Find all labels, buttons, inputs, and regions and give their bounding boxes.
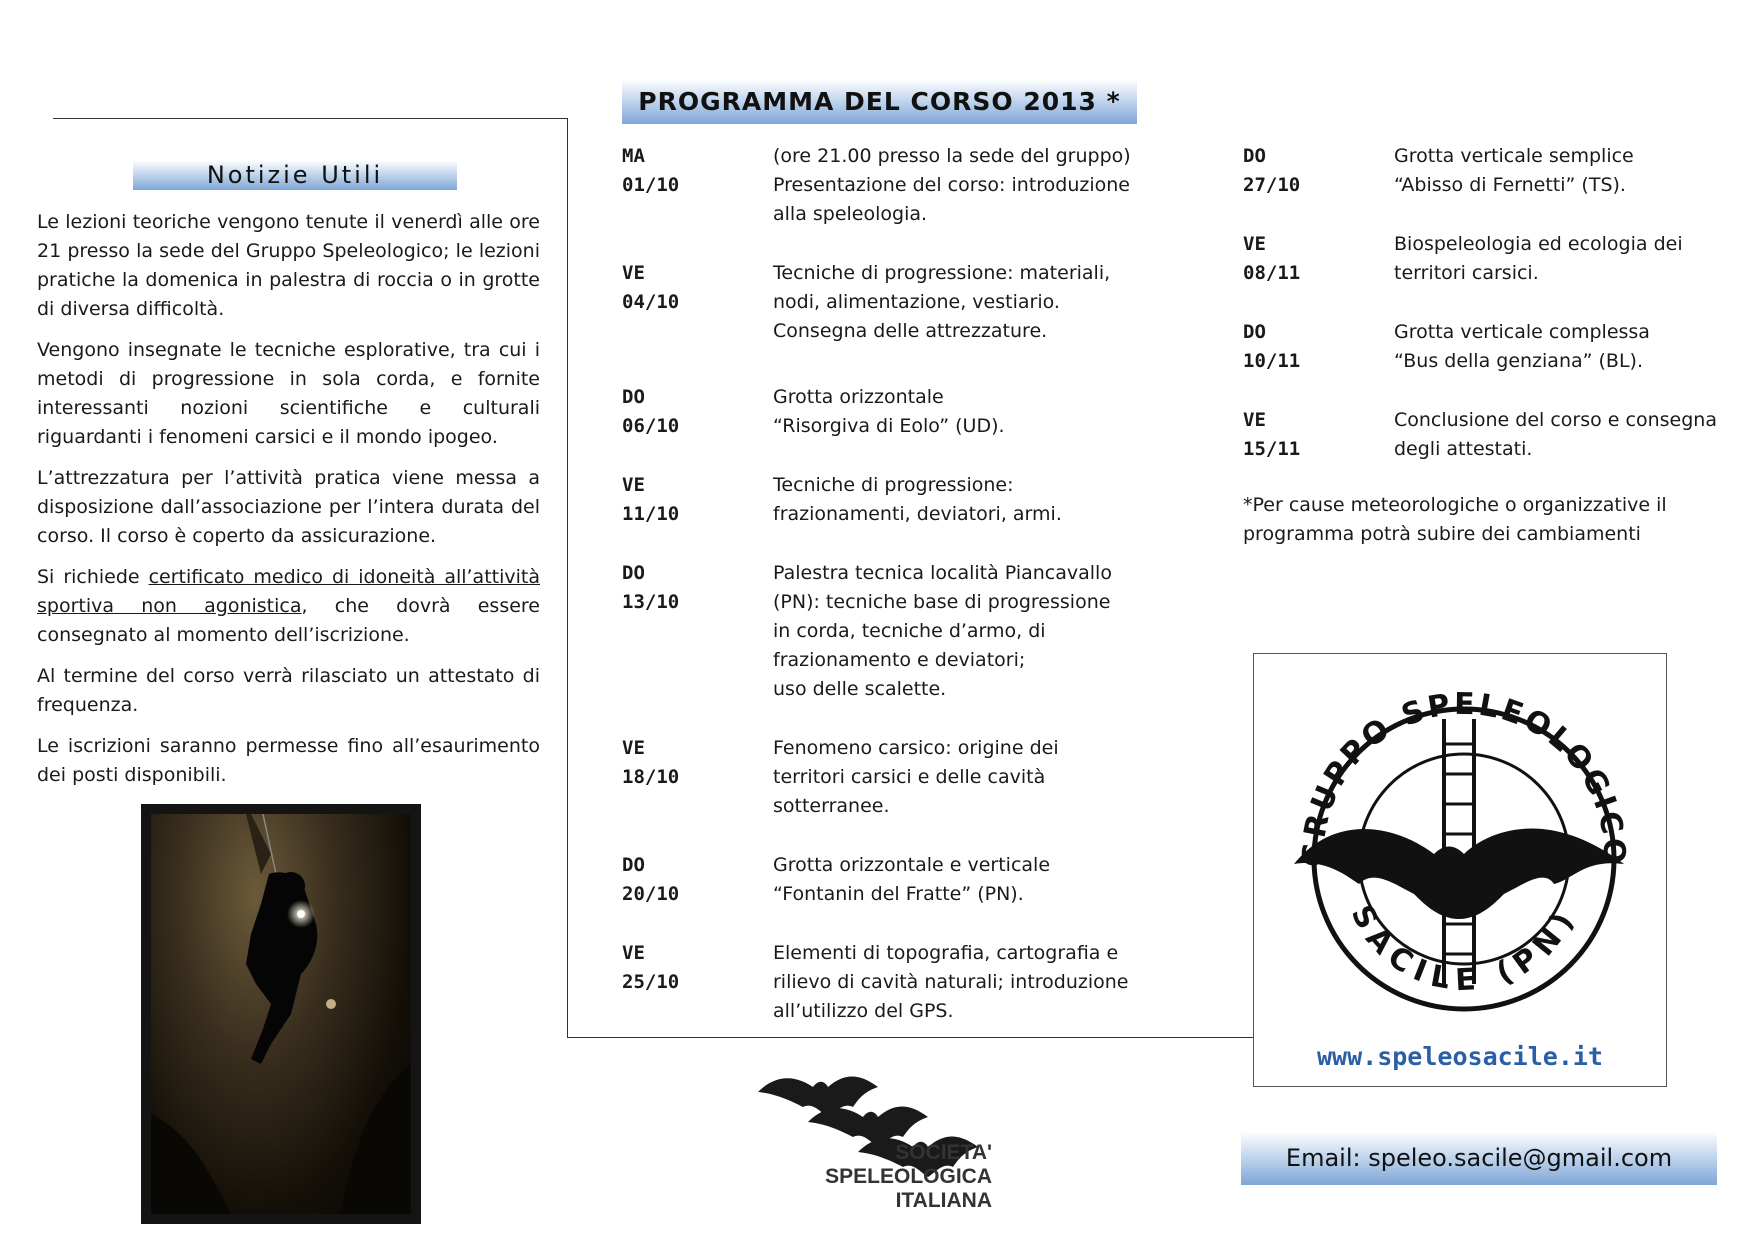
schedule-date: MA 01/10 [622,145,680,196]
program-disclaimer [1243,491,1667,549]
schedule-text: (PN): tecniche base di progressione [773,591,1111,613]
notes-paragraph: Vengono insegnate le tecniche esplorative, tra cui i metodi di progressione in sola corda, e fornite interessanti nozioni scientifiche e culturali riguardanti i fenomeni carsici e il mondo ipogeo. [37,339,540,448]
schedule-date: VE 08/11 [1243,233,1301,284]
schedule-date: DO 27/10 [1243,145,1301,196]
group-logo [1254,654,1666,1034]
notes-paragraph: Le lezioni teoriche vengono tenute il venerdì alle ore 21 presso la sede del Gruppo Speleologico; le lezioni pratiche la domenica in palestra di roccia o in grotte di diversa difficoltà. [37,211,540,320]
website-url[interactable]: www.speleosacile.it [1317,1042,1603,1071]
schedule-text: Biospeleologia ed ecologia dei [1394,233,1683,255]
program-title: PROGRAMMA DEL CORSO 2013 * [638,87,1121,116]
schedule-text: “Bus della genziana” (BL). [1394,350,1644,372]
schedule-date: DO 13/10 [622,562,680,613]
schedule-text: Grotta verticale complessa [1394,321,1650,343]
notes-title-bar [133,160,457,190]
schedule-text: territori carsici e delle cavità [773,766,1046,788]
schedule-text: territori carsici. [1394,262,1539,284]
schedule-text: Presentazione del corso: introduzione [773,174,1130,196]
notes-text: , che dovrà essere consegnato al momento dell’iscrizione. [37,595,541,646]
notes-paragraph: L’attrezzatura per l’attività pratica viene messa a disposizione dall’associazione per l’intera durata del corso. Il corso è coperto da assicurazione. [37,467,540,547]
left-panel-top-rule [53,118,567,119]
schedule-text: frazionamento e deviatori; [773,649,1026,671]
certificate-requirement: certificato medico di idoneità all’attività sportiva non agonistica [37,566,540,617]
ssi-line: SPELEOLOGICA [825,1165,992,1188]
schedule-date: DO 06/10 [622,386,680,437]
cave-photo [141,804,421,1224]
disclaimer-text: programma potrà subire dei cambiamenti [1243,523,1641,545]
schedule-text: all’utilizzo del GPS. [773,1000,954,1022]
schedule-text: Palestra tecnica località Piancavallo [773,562,1112,584]
schedule-text: degli attestati. [1394,438,1533,460]
logo-ring-bottom: SACILE (PN) [1343,899,1585,999]
schedule-text: Grotta verticale semplice [1394,145,1634,167]
schedule-date: VE 25/10 [622,942,680,993]
notes-body [37,208,540,802]
notes-text: Si richiede [37,566,149,588]
schedule-text: Grotta orizzontale [773,386,944,408]
schedule-text: in corda, tecniche d’armo, di [773,620,1046,642]
schedule-text: “Fontanin del Fratte” (PN). [773,883,1024,905]
schedule-date: VE 04/10 [622,262,680,313]
schedule-text: “Risorgiva di Eolo” (UD). [773,415,1005,437]
schedule-text: Tecniche di progressione: [773,474,1014,496]
program-title-bar [622,79,1137,124]
schedule-date: VE 18/10 [622,737,680,788]
group-logo-box [1253,653,1667,1087]
notes-paragraph: Al termine del corso verrà rilasciato un attestato di frequenza. [37,665,540,716]
ssi-line: ITALIANA [895,1189,992,1212]
schedule-text: frazionamenti, deviatori, armi. [773,503,1062,525]
schedule-text: alla speleologia. [773,203,928,225]
logo-ring-top: GRUPPO SPELEOLOGICO [1296,686,1632,867]
schedule-text: nodi, alimentazione, vestiario. [773,291,1060,313]
schedule-text: Elementi di topografia, cartografia e [773,942,1119,964]
ssi-line: SOCIETA' [895,1141,992,1164]
email-bar [1241,1131,1717,1185]
middle-panel-bottom-rule [567,1037,1254,1038]
email-address[interactable]: Email: speleo.sacile@gmail.com [1285,1144,1673,1172]
schedule-text: sotterranee. [773,795,890,817]
schedule-date: VE 11/10 [622,474,680,525]
schedule-text: Consegna delle attrezzature. [773,320,1048,342]
schedule-text: rilievo di cavità naturali; introduzione [773,971,1129,993]
notes-paragraph-certificate [37,563,540,650]
schedule-text: (ore 21.00 presso la sede del gruppo) [773,145,1131,167]
disclaimer-text: *Per cause meteorologiche o organizzative il [1243,494,1667,516]
schedule-text: Conclusione del corso e consegna [1394,409,1717,431]
schedule-date: VE 15/11 [1243,409,1301,460]
notes-paragraph: Le iscrizioni saranno permesse fino all’esaurimento dei posti disponibili. [37,735,540,786]
schedule-text: Fenomeno carsico: origine dei [773,737,1059,759]
schedule-text: “Abisso di Fernetti” (TS). [1394,174,1626,196]
schedule-text: uso delle scalette. [773,678,947,700]
schedule-date: DO 20/10 [622,854,680,905]
schedule-date: DO 10/11 [1243,321,1301,372]
schedule-text: Tecniche di progressione: materiali, [773,262,1111,284]
middle-panel-left-rule [567,118,568,1037]
notes-title: Notizie Utili [206,161,384,189]
ssi-name [820,1141,992,1213]
schedule-text: Grotta orizzontale e verticale [773,854,1051,876]
